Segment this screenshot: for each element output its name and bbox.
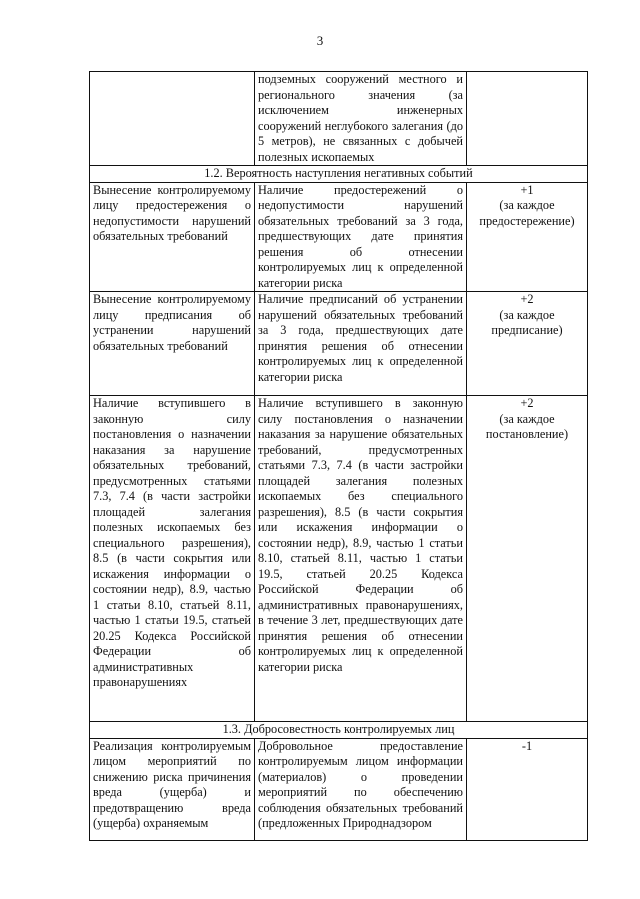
table-cell-indicator: Наличие вступившего в законную силу постановления о назначении наказания за нарушение обязательных требований, предусмотренных статьями 7.3, 7.4 (в части застройки площадей залегания полезных ископаемых без специального разрешения), 8.5 (в части сокрытия или искажения информации о состоянии недр), 8.9, частью 1 статьи 8.10, статьей 8.11, частью 1 статьи 19.5, статьей 20.25 Кодекса Российской Федерации об административных правонарушениях	[90, 396, 255, 722]
table-cell-criterion: Наличие предостережений о недопустимости нарушений обязательных требований за 3 года, предшествующих дате принятия решения об отнесении контролируемых лиц к определенной категории риска	[255, 182, 467, 292]
section-title: 1.2. Вероятность наступления негативных событий	[90, 166, 588, 183]
table-cell-indicator: Вынесение контролируемому лицу предписания об устранении нарушений обязательных требований	[90, 292, 255, 396]
table-cell-score	[467, 738, 588, 840]
table-cell-indicator: Вынесение контролируемому лицу предостережения о недопустимости нарушений обязательных требований	[90, 182, 255, 292]
page-number: 3	[316, 33, 324, 48]
table-cell-criterion: Наличие предписаний об устранении нарушений обязательных требований за 3 года, предшествующих дате принятия решения об отнесении контролируемых лиц к определенной категории риска	[255, 292, 467, 396]
table-row	[90, 182, 588, 292]
score-note: (за каждое предписание)	[491, 307, 563, 337]
table-cell-criterion: Наличие вступившего в законную силу постановления о назначении наказания за нарушение обязательных требований, предусмотренных статьями 7.3, 7.4 (в части застройки площадей залегания полезных ископаемых без специального разрешения), 8.5 (в части сокрытия или искажения информации о состоянии недр), 8.9, частью 1 статьи 8.10, статьей 8.11, частью 1 статьи 19.5, статьей 20.25 Кодекса Российской Федерации об административных правонарушениях, в течение 3 лет, предшествующих дате принятия решения об отнесении контролируемых лиц к определенной категории риска	[255, 396, 467, 722]
table-row	[90, 738, 588, 840]
table-cell-criterion: Добровольное предоставление контролируемым лицом информации (материалов) о проведении мероприятий по обеспечению соблюдения обязательных требований (предложенных Природнадзором	[255, 738, 467, 840]
section-title: 1.3. Добросовестность контролируемых лиц	[90, 722, 588, 739]
table-cell-indicator	[90, 72, 255, 166]
section-row	[90, 722, 588, 739]
score-value: +2	[520, 396, 534, 410]
table-cell-criterion: подземных сооружений местного и регионального значения (за исключением инженерных сооружений неглубокого залегания (до 5 метров), не связанных с добычей полезных ископаемых	[255, 72, 467, 166]
score-value: +2	[520, 292, 534, 306]
score-value: +1	[520, 182, 534, 197]
table-cell-indicator: Реализация контролируемым лицом мероприятий по снижению риска причинения вреда (ущерба) и предотвращению вреда (ущерба) охраняемым	[90, 738, 255, 840]
table-row	[90, 72, 588, 166]
table-cell-score	[467, 182, 588, 292]
section-row	[90, 166, 588, 183]
score-note: (за каждое предостережение)	[479, 198, 575, 228]
score-note: (за каждое постановление)	[485, 411, 569, 441]
table-row	[90, 396, 588, 722]
risk-indicators-table	[89, 71, 588, 841]
table-cell-score	[467, 292, 588, 396]
table-cell-score	[467, 72, 588, 166]
table-row	[90, 292, 588, 396]
score-value: -1	[521, 738, 533, 753]
table-cell-score	[467, 396, 588, 722]
